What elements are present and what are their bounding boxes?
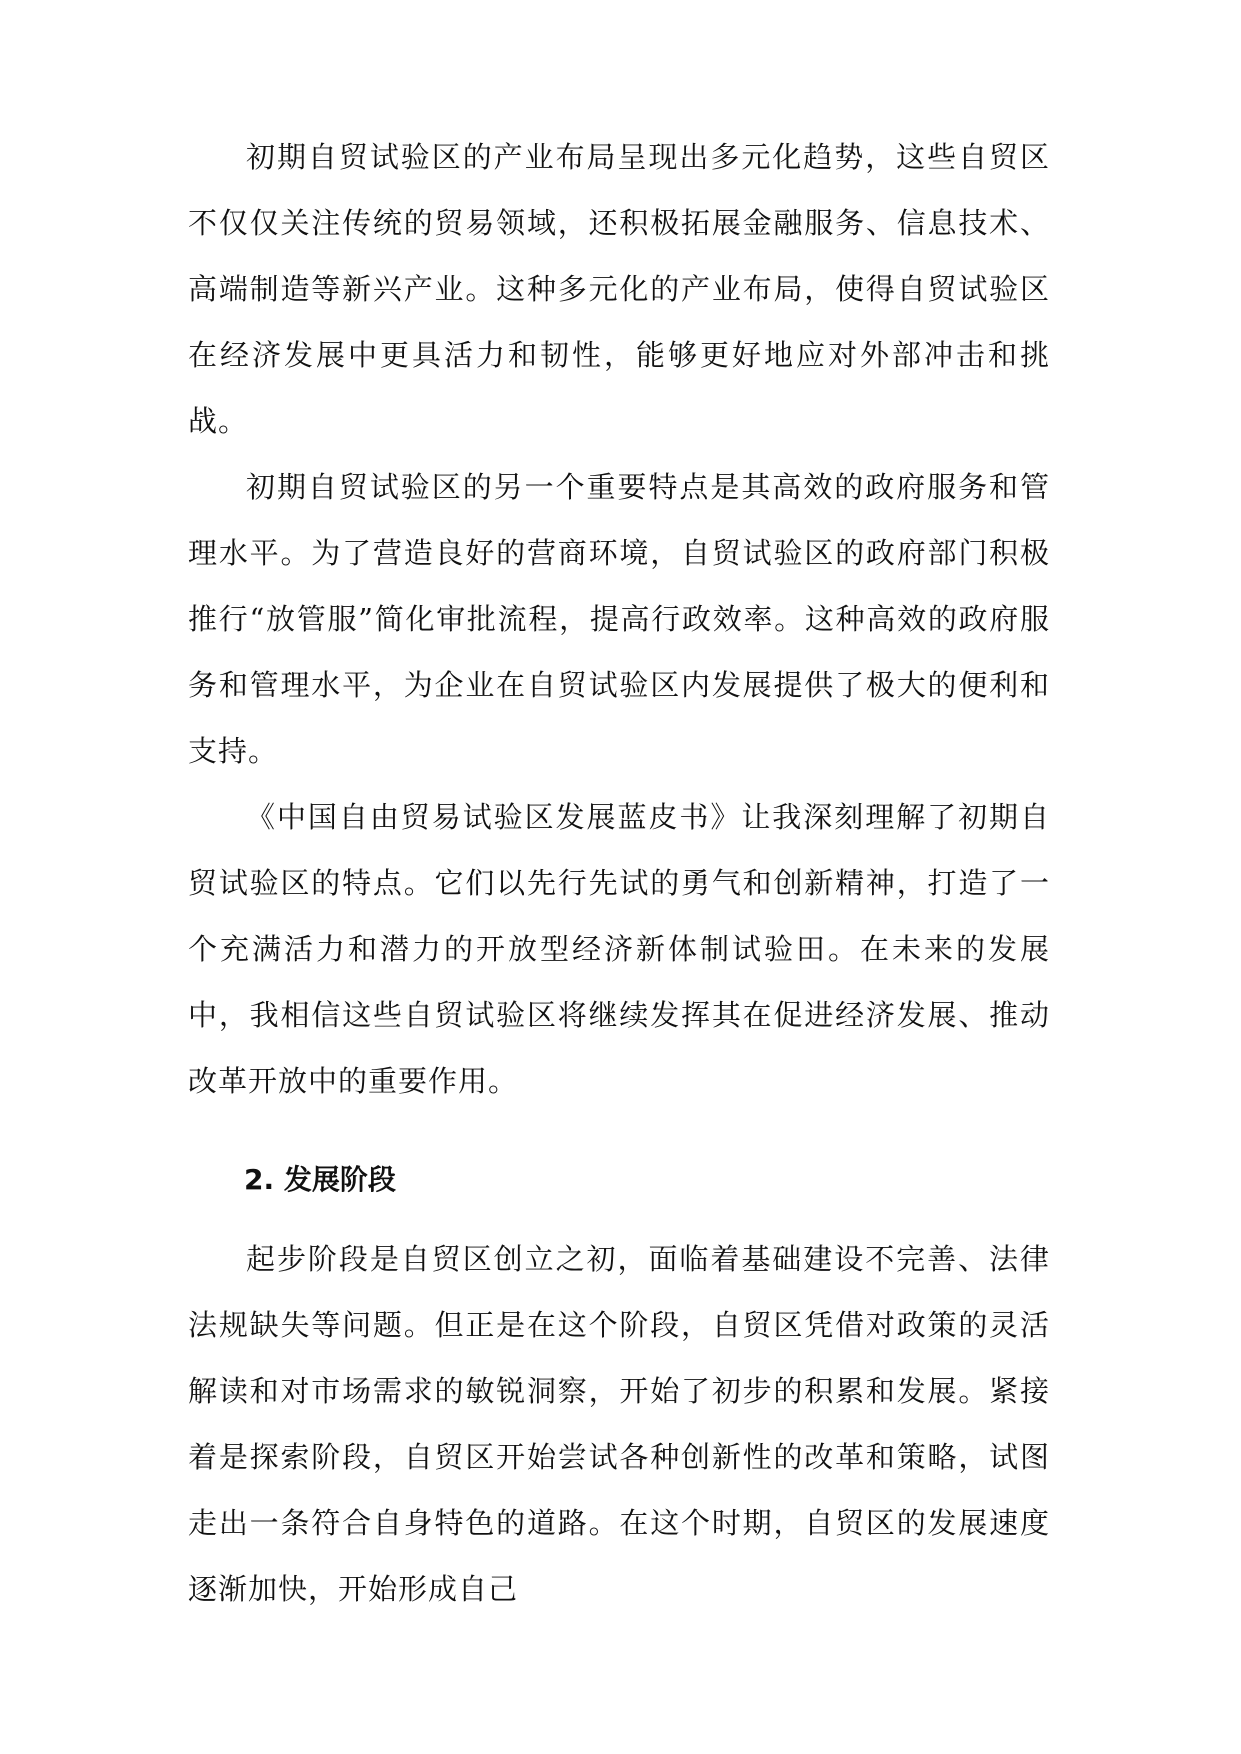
body-text-top xyxy=(188,124,1050,1114)
section-heading: 2. 发展阶段 xyxy=(244,1163,396,1196)
paragraph-development-stages: 起步阶段是自贸区创立之初，面临着基础建设不完善、法律法规缺失等问题。但正是在这个阶段，自贸区凭借对政策的灵活解读和对市场需求的敏锐洞察，开始了初步的积累和发展。紧接着是探索阶段，自贸区开始尝试各种创新性的改革和策略，试图走出一条符合自身特色的道路。在这个时期，自贸区的发展速度逐渐加快，开始形成自己 xyxy=(188,1242,1050,1606)
paragraph-blue-book: 《中国自由贸易试验区发展蓝皮书》让我深刻理解了初期自贸试验区的特点。它们以先行先试的勇气和创新精神，打造了一个充满活力和潜力的开放型经济新体制试验田。在未来的发展中，我相信这些自贸试验区将继续发挥其在促进经济发展、推动改革开放中的重要作用。 xyxy=(188,800,1050,1098)
paragraph-industry-layout: 初期自贸试验区的产业布局呈现出多元化趋势，这些自贸区不仅仅关注传统的贸易领域，还积极拓展金融服务、信息技术、高端制造等新兴产业。这种多元化的产业布局，使得自贸试验区在经济发展中更具活力和韧性，能够更好地应对外部冲击和挑战。 xyxy=(188,140,1050,438)
paragraph-government-service: 初期自贸试验区的另一个重要特点是其高效的政府服务和管理水平。为了营造良好的营商环境，自贸试验区的政府部门积极推行“放管服”简化审批流程，提高行政效率。这种高效的政府服务和管理水平，为企业在自贸试验区内发展提供了极大的便利和支持。 xyxy=(188,470,1050,768)
body-text-bottom xyxy=(188,1226,1050,1622)
